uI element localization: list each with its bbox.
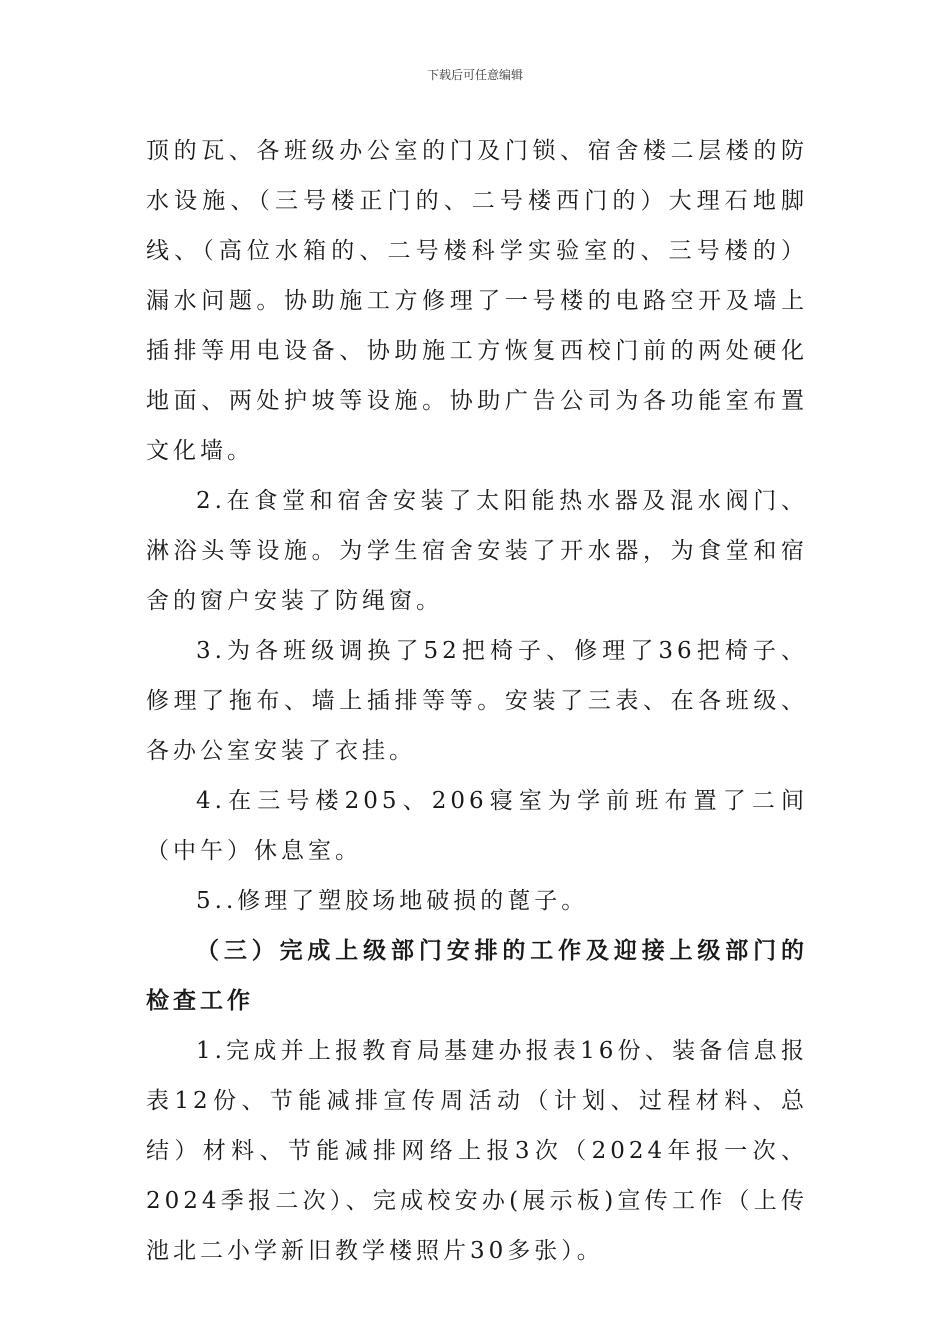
paragraph-item-5: 5..修理了塑胶场地破损的蓖子。 [196, 888, 589, 914]
section-heading: （三）完成上级部门安排的工作及迎接上级部门的检查工作 [146, 937, 808, 1014]
paragraph-item-4: 4.在三号楼205、206寝室为学前班布置了二间（中午）休息室。 [146, 788, 808, 864]
paragraph-item-3: 3.为各班级调换了52把椅子、修理了36把椅子、修理了拖布、墙上插排等等。安装了三表、在各班级、各办公室安装了衣挂。 [146, 638, 808, 764]
document-body [146, 126, 808, 1276]
paragraph-continuation: 顶的瓦、各班级办公室的门及门锁、宿舍楼二层楼的防水设施、（三号楼正门的、二号楼西门的）大理石地脚线、（高位水箱的、二号楼科学实验室的、三号楼的）漏水问题。协助施工方修理了一号楼的电路空开及墙上插排等用电设备、协助施工方恢复西校门前的两处硬化地面、两处护坡等设施。协助广告公司为各功能室布置文化墙。 [146, 138, 808, 464]
paragraph-item-1: 1.完成并上报教育局基建办报表16份、装备信息报表12份、节能减排宣传周活动（计划、过程材料、总结）材料、节能减排网络上报3次（2024年报一次、2024季报二次）、完成校安办(展示板)宣传工作（上传池北二小学新旧教学楼照片30多张）。 [146, 1038, 808, 1264]
page-header: 下载后可任意编辑 [426, 68, 523, 82]
paragraph-item-2: 2.在食堂和宿舍安装了太阳能热水器及混水阀门、淋浴头等设施。为学生宿舍安装了开水器，为食堂和宿舍的窗户安装了防绳窗。 [146, 488, 808, 614]
